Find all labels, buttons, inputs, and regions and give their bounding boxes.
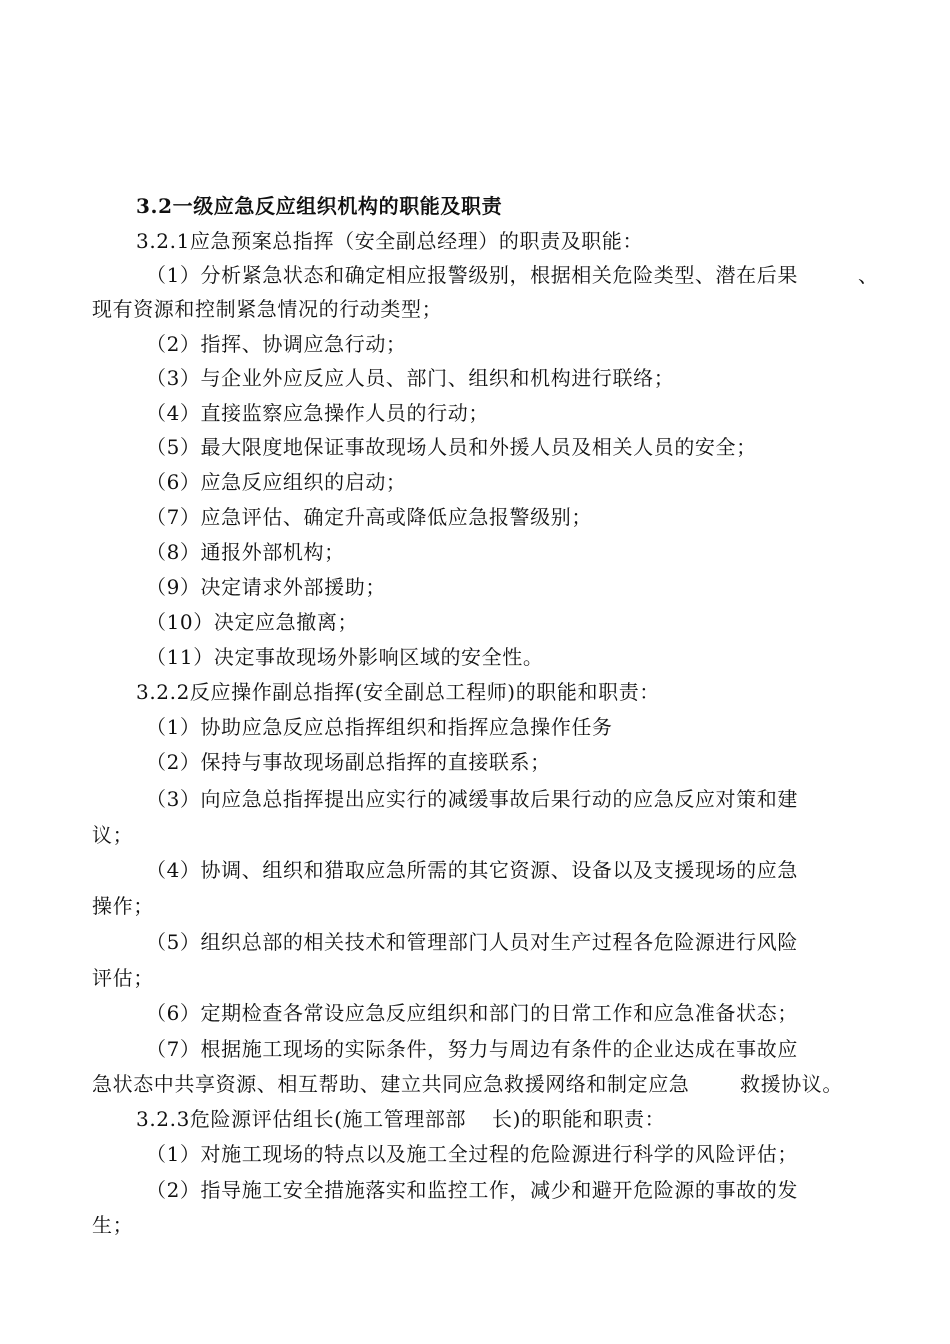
section-title: 3.2一级应急反应组织机构的职能及职责 — [136, 194, 503, 218]
paragraph-line: （2）指导施工安全措施落实和监控工作，减少和避开危险源的事故的发 — [146, 1178, 798, 1202]
paragraph-line: 急状态中共享资源、相互帮助、建立共同应急救援网络和制定应急 — [92, 1072, 690, 1096]
paragraph-line: （11）决定事故现场外影响区域的安全性。 — [146, 645, 544, 669]
paragraph-line: 现有资源和控制紧急情况的行动类型； — [92, 297, 443, 321]
paragraph-line: （4）直接监察应急操作人员的行动； — [146, 401, 489, 425]
paragraph-line: （7）根据施工现场的实际条件，努力与周边有条件的企业达成在事故应 — [146, 1037, 798, 1061]
paragraph-line: （7）应急评估、确定升高或降低应急报警级别； — [146, 505, 592, 529]
subsection-heading: 3.2.1应急预案总指挥（安全副总经理）的职责及职能： — [136, 229, 644, 253]
paragraph-line: 、 — [858, 263, 879, 287]
paragraph-line: 生； — [92, 1213, 134, 1237]
paragraph-line: （8）通报外部机构； — [146, 540, 345, 564]
paragraph-line: 操作； — [92, 894, 154, 918]
paragraph-line: （10）决定应急撤离； — [146, 610, 359, 634]
paragraph-line: （1）对施工现场的特点以及施工全过程的危险源进行科学的风险评估； — [146, 1142, 798, 1166]
paragraph-line: （6）应急反应组织的启动； — [146, 470, 407, 494]
paragraph-line: 救援协议。 — [740, 1072, 843, 1096]
subsection-heading-tail: 长)的职能和职责： — [492, 1107, 666, 1131]
paragraph-line: （6）定期检查各常设应急反应组织和部门的日常工作和应急准备状态； — [146, 1001, 798, 1025]
subsection-heading: 3.2.2反应操作副总指挥(安全副总工程师)的职能和职责： — [136, 680, 660, 704]
paragraph-line: （1）协助应急反应总指挥组织和指挥应急操作任务 — [146, 715, 613, 739]
paragraph-line: 评估； — [92, 966, 154, 990]
paragraph-line: 议； — [92, 823, 134, 847]
paragraph-line: （1）分析紧急状态和确定相应报警级别，根据相关危险类型、潜在后果 — [146, 263, 798, 287]
paragraph-line: （2）指挥、协调应急行动； — [146, 332, 407, 356]
paragraph-line: （4）协调、组织和猎取应急所需的其它资源、设备以及支援现场的应急 — [146, 858, 798, 882]
subsection-heading: 3.2.3危险源评估组长(施工管理部部 — [136, 1107, 467, 1131]
paragraph-line: （5）最大限度地保证事故现场人员和外援人员及相关人员的安全； — [146, 435, 757, 459]
paragraph-line: （3）向应急总指挥提出应实行的减缓事故后果行动的应急反应对策和建 — [146, 787, 798, 811]
paragraph-line: （5）组织总部的相关技术和管理部门人员对生产过程各危险源进行风险 — [146, 930, 798, 954]
paragraph-line: （2）保持与事故现场副总指挥的直接联系； — [146, 750, 551, 774]
paragraph-line: （9）决定请求外部援助； — [146, 575, 386, 599]
paragraph-line: （3）与企业外应反应人员、部门、组织和机构进行联络； — [146, 366, 675, 390]
